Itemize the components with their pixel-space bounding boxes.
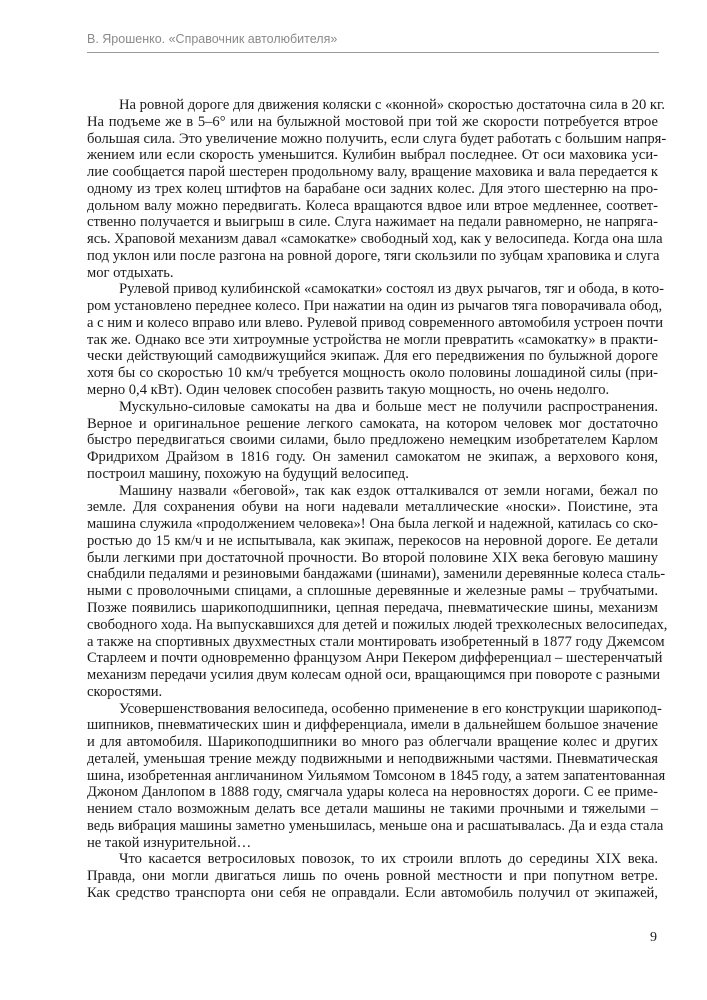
text-line: Правда, они могли двигаться лишь по очень ровной местности и при попутном ветре.	[87, 868, 658, 885]
text-line: одному из трех колец штифтов на барабане оси задних колес. Для этого шестерню на про-	[87, 180, 658, 197]
text-line: ственно получается и выигрыш в силе. Слуга нажимает на педали равномерно, не напряга-	[87, 214, 658, 231]
text-line: дольном валу можно передвигать. Колеса вращаются вдвое или втрое медленнее, соответ-	[87, 197, 658, 214]
text-line: скоростями.	[87, 683, 163, 700]
text-line: ведь вибрация машины заметно уменьшилась, меньше она и расшатывалась. Да и езда стала	[87, 817, 664, 834]
text-line: Фридрихом Драйзом в 1816 году. Он заменил самокатом не экипаж, а верхового коня,	[87, 449, 658, 466]
text-line: были легкими при достаточной прочности. Во второй половине XIX века беговую машину	[87, 549, 658, 566]
text-line: На подъеме же в 5–6° или на булыжной мостовой при той же скорости потребуется втрое	[87, 113, 658, 130]
text-line: деталей, уменьшая трение между подвижными и неподвижными частями. Пневматическая	[87, 750, 658, 767]
text-line: под уклон или после разгона на ровной дороге, тяги скользили по зубцам храповика и слуга	[87, 247, 660, 264]
text-line: мог отдыхать.	[87, 264, 174, 281]
text-line: мерно 0,4 кВт). Один человек способен развить такую мощность, но очень недолго.	[87, 382, 610, 399]
text-line: а с ним и колесо вправо или влево. Рулевой привод современного автомобиля устроен почти	[87, 314, 664, 331]
text-line: и для автомобиля. Шарикоподшипники во много раз облегчали вращение колес и других	[87, 734, 658, 751]
text-line: На ровной дороге для движения коляски с «конной» скоростью достаточна сила в 20 кг.	[119, 97, 666, 113]
text-line: Джоном Данлопом в 1888 году, смягчала удары колеса на неровностях дороги. С ее приме-	[87, 784, 658, 801]
text-line: жением или если скорость уменьшится. Кулибин выбрал последнее. От оси маховика уси-	[87, 147, 658, 164]
text-line: чески действующий самодвижущийся экипаж. Для его передвижения по булыжной дороге	[87, 348, 658, 365]
text-line: механизм передачи усилия двум колесам одной оси, вращающимся при повороте с разными	[87, 667, 661, 684]
text-line: а также на спортивных двухместных стали монтировать изобретенный в 1877 году Джемсом	[87, 633, 665, 650]
header-divider	[87, 52, 659, 53]
text-line: Мускульно-силовые самокаты на два и больше мест не получили распространения.	[119, 398, 658, 415]
page-body	[87, 97, 668, 902]
text-line: Машину назвали «беговой», так как ездок отталкивался от земли ногами, бежал по	[119, 482, 658, 499]
text-line: Старлеем и почти одновременно французом Анри Пекером дифференциал – шестеренчатый	[87, 650, 663, 667]
text-line: Как средство транспорта они себя не оправдали. Если автомобиль получил от экипажей,	[87, 884, 658, 901]
paragraph	[87, 97, 667, 281]
text-line: так же. Однако все эти хитроумные устройства не могли превратить «самокатку» в практи-	[87, 331, 658, 348]
text-line: Что касается ветросиловых повозок, то их строили вплоть до середины XIX века.	[119, 851, 658, 868]
text-line: нением стало возможным делать все детали машины не такими прочными и тяжелыми –	[87, 801, 658, 818]
text-line: ростью до 15 км/ч и не испытывала, как экипаж, перекосов на неровной дороге. Ее детали	[87, 532, 658, 549]
paragraph	[87, 851, 658, 901]
text-line: машина служила «продолжением человека»! Она была легкой и надежной, катилась со ско-	[87, 516, 658, 533]
text-line: большая сила. Это увеличение можно получить, если слуга будет работать с большим напря-	[87, 130, 667, 147]
text-line: построил машину, похожую на будущий велосипед.	[87, 465, 409, 482]
text-line: хотя бы со скоростью 10 км/ч требуется мощность около половины лошадиной силы (при-	[87, 365, 658, 382]
page-number: 9	[650, 930, 657, 945]
paragraph	[87, 281, 665, 399]
text-line: не такой изнурительной…	[87, 834, 252, 851]
running-header: В. Ярошенко. «Справочник автолюбителя»	[87, 32, 338, 46]
text-line: Верное и оригинальное решение легкого самоката, на котором человек мог достаточно	[87, 415, 658, 432]
text-line: ром установлено переднее колесо. При нажатии на один из рычагов тяга поворачивала обод,	[87, 298, 663, 315]
text-line: Позже появились шарикоподшипники, цепная передача, пневматические шины, механизм	[87, 599, 658, 616]
paragraph	[87, 700, 666, 852]
text-line: ясь. Храповой механизм давал «самокатке» свободный ход, как у велосипеда. Когда она шла	[87, 231, 663, 248]
text-line: быстро передвигаться своими силами, было предложено немецким изобретателем Карлом	[87, 432, 658, 449]
text-line: свободного хода. На выпускавшихся для детей и пожилых людей трехколесных велосипедах,	[87, 616, 668, 633]
text-line: Рулевой привод кулибинской «самокатки» состоял из двух рычагов, тяг и обода, в кото-	[119, 281, 665, 298]
text-line: земле. Для сохранения обуви на ноги надевали металлические «носки». Поистине, эта	[87, 499, 658, 516]
text-line: лие сообщается парой шестерен продольному валу, вращение маховика и вала передается к	[87, 164, 658, 181]
paragraph	[87, 399, 658, 483]
text-line: ными с проволочными спицами, а сплошные деревянные и железные рамы – трубчатыми.	[87, 583, 658, 600]
text-line: Усовершенствования велосипеда, особенно применение в его конструкции шарикопод-	[119, 700, 662, 717]
text-line: шина, изобретенная англичанином Уильямом Томсоном в 1845 году, а затем запатентованная	[87, 767, 666, 784]
paragraph	[87, 482, 668, 701]
text-line: снабдили педалями и резиновыми бандажами (шинами), заменили деревянные колеса сталь-	[87, 566, 666, 583]
text-line: шипников, пневматических шин и дифференциала, имели в дальнейшем большое значение	[87, 717, 658, 734]
